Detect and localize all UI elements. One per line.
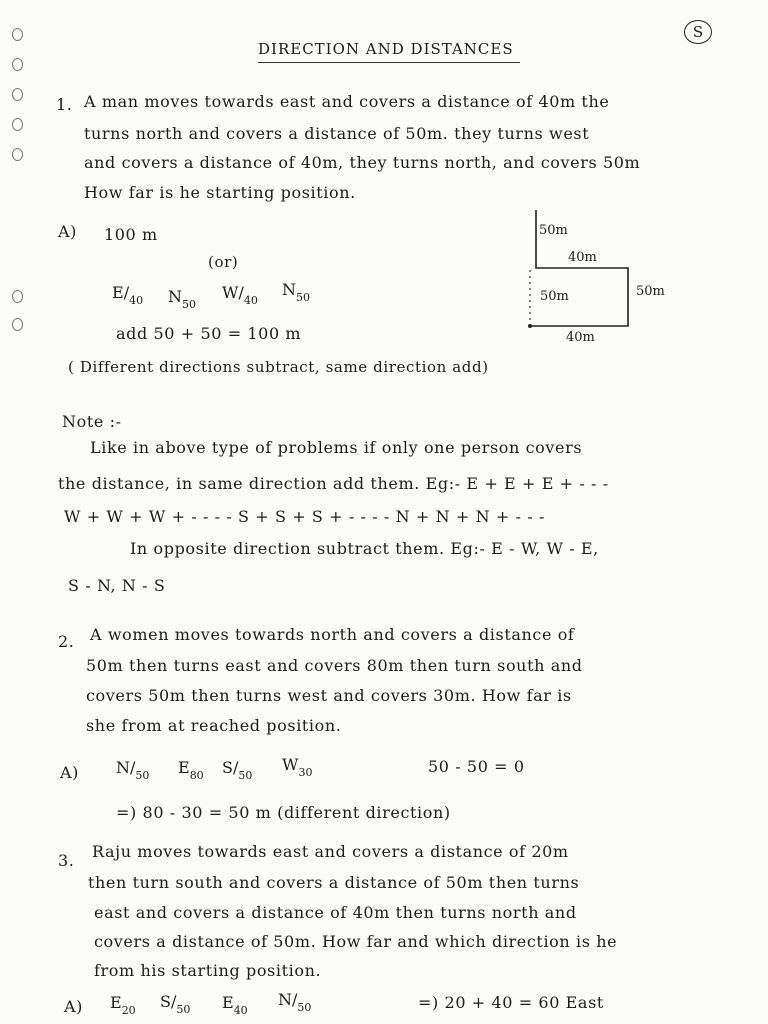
punch-hole (12, 88, 23, 101)
q1-term: $E/_{40}$ (112, 283, 144, 307)
punch-hole (12, 28, 23, 41)
q2-number: 2. (58, 632, 75, 651)
diagram-label-mid-top: 40m (568, 250, 597, 265)
q2-answer-label: A) (60, 763, 79, 782)
page-badge: S (684, 20, 712, 44)
note-line: W + W + W + - - - - S + S + S + - - - - N + N + N + - - - (64, 507, 545, 526)
q3-term: $N/_{50}$ (278, 990, 312, 1014)
q1-term: $W/_{40}$ (222, 283, 258, 307)
q3-result: =) 20 + 40 = 60 East (418, 993, 604, 1012)
punch-hole (12, 58, 23, 71)
q3-answer-label: A) (64, 997, 83, 1016)
q1-line: How far is he starting position. (84, 183, 356, 202)
q2-term: $N/_{50}$ (116, 758, 150, 782)
q1-line: turns north and covers a distance of 50m. they turns west (84, 124, 590, 143)
q1-or: (or) (208, 253, 239, 271)
punch-hole (12, 318, 23, 331)
q3-line: then turn south and covers a distance of 50m then turns (88, 873, 580, 892)
diagram-label-bottom: 40m (566, 330, 595, 345)
q1-number: 1. (56, 95, 73, 114)
diagram-label-top: 50m (539, 223, 568, 238)
q2-line: covers 50m then turns west and covers 30m. How far is (86, 686, 572, 705)
q2-term: $S/_{50}$ (222, 758, 253, 782)
note-line: the distance, in same direction add them. Eg:- E + E + E + - - - (58, 474, 609, 493)
q1-rule: ( Different directions subtract, same direction add) (68, 358, 489, 376)
q3-line: Raju moves towards east and covers a distance of 20m (92, 842, 569, 861)
diagram-label-left: 50m (540, 289, 569, 304)
q2-line: she from at reached position. (86, 716, 342, 735)
q2-result: =) 80 - 30 = 50 m (different direction) (116, 803, 451, 822)
q3-term: $S/_{50}$ (160, 992, 191, 1016)
punch-hole (12, 290, 23, 303)
q2-term: $W_{30}$ (282, 755, 313, 779)
q3-line: east and covers a distance of 40m then turns north and (94, 903, 577, 922)
note-line: Like in above type of problems if only one person covers (90, 438, 583, 457)
q2-term: $E_{80}$ (178, 758, 204, 782)
q3-term: $E_{40}$ (222, 993, 248, 1017)
q3-number: 3. (58, 851, 75, 870)
page-title: DIRECTION AND DISTANCES (258, 40, 514, 58)
q2-line: 50m then turns east and covers 80m then turn south and (86, 656, 583, 675)
note-line: In opposite direction subtract them. Eg:- E - W, W - E, (130, 539, 599, 558)
diagram-label-right: 50m (636, 284, 665, 299)
punch-hole (12, 118, 23, 131)
punch-hole (12, 148, 23, 161)
q1-term: $N_{50}$ (282, 280, 310, 304)
start-point (528, 324, 532, 328)
q1-answer-value: 100 m (104, 225, 158, 244)
q3-line: from his starting position. (94, 961, 322, 980)
note-heading: Note :- (62, 412, 122, 431)
q1-line: and covers a distance of 40m, they turns north, and covers 50m (84, 153, 641, 172)
q3-term: $E_{20}$ (110, 993, 136, 1017)
q3-line: covers a distance of 50m. How far and which direction is he (94, 932, 618, 951)
q2-calc: 50 - 50 = 0 (428, 757, 525, 776)
q2-line: A women moves towards north and covers a distance of (90, 625, 575, 644)
note-line: S - N, N - S (68, 576, 166, 595)
q1-term: $N_{50}$ (168, 287, 196, 311)
q1-line: A man moves towards east and covers a distance of 40m the (84, 92, 610, 111)
q1-answer-label: A) (58, 222, 77, 241)
title-underline (258, 62, 520, 63)
q1-add-line: add 50 + 50 = 100 m (116, 324, 302, 343)
